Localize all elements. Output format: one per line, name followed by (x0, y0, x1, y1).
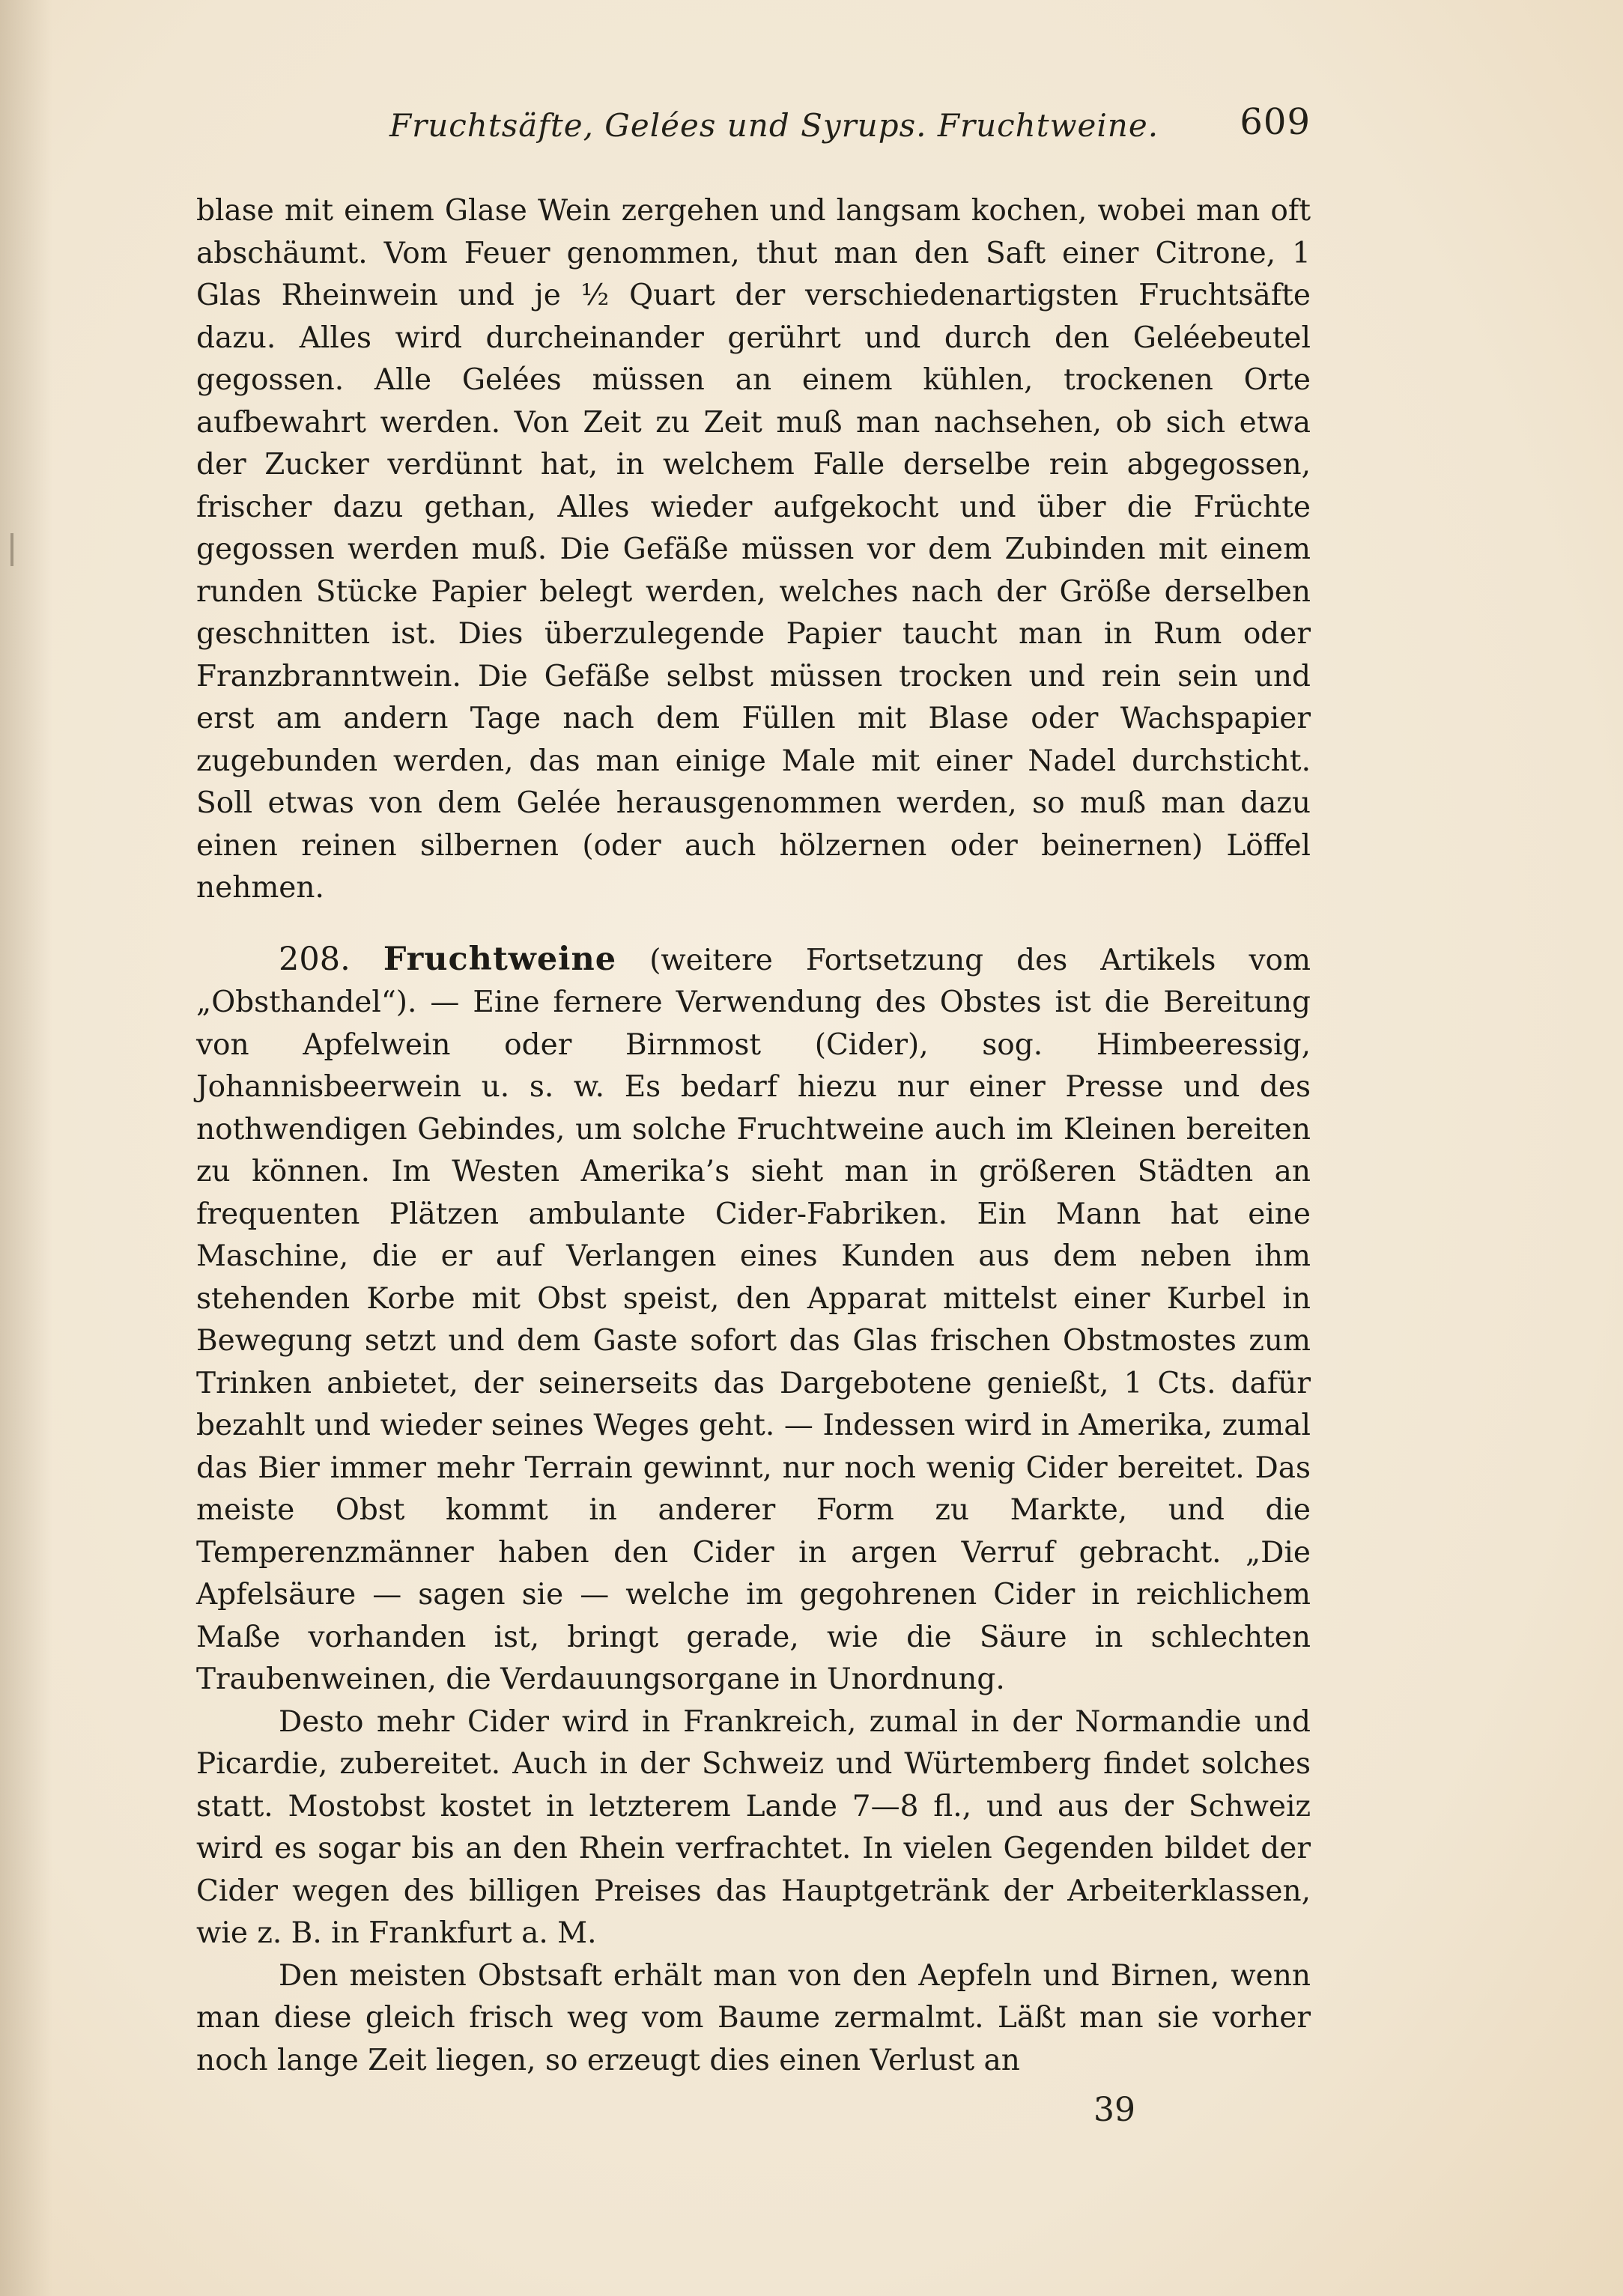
gutter-shadow (0, 0, 52, 2296)
paragraph: Desto mehr Cider wird in Frankreich, zumal in der Normandie und Picardie, zubereitet. Auch in der Schweiz und Würtemberg findet solches statt. Mostobst kostet in letzterem Lande 7—8 fl., und aus der Schweiz wird es sogar bis an den Rhein verfrachtet. In vielen Gegenden bildet der Cider wegen des billigen Preises das Hauptgetränk der Arbeiterklassen, wie z. B. in Frankfurt a. M. (196, 1704, 1311, 1950)
page-number: 609 (1240, 101, 1311, 143)
section-heading: Fruchtweine (383, 940, 617, 978)
running-head (389, 101, 1311, 161)
section-208-paragraph (196, 938, 1311, 1701)
paragraph: Den meisten Obstsaft erhält man von den Aepfeln und Birnen, wenn man diese gleich frisch weg vom Baume zermalmt. Läßt man sie vorher noch lange Zeit liegen, so erzeugt dies einen Verlust an (196, 1958, 1311, 2077)
running-title: Fruchtsäfte, Gelées und Syrups. Fruchtweine. (389, 107, 1159, 144)
signature-mark: 39 (1093, 2091, 1135, 2129)
section-number: 208. (279, 940, 351, 978)
margin-mark (10, 533, 13, 566)
paragraph-continued: blase mit einem Glase Wein zergehen und langsam kochen, wobei man oft abschäumt. Vom Feuer genommen, thut man den Saft einer Citrone, 1 Glas Rheinwein und je ½ Quart der verschiedenartigsten Fruchtsäfte dazu. Alles wird durcheinander gerührt und durch den Geléebeutel gegossen. Alle Gelées müssen an einem kühlen, trockenen Orte aufbewahrt werden. Von Zeit zu Zeit muß man nachsehen, ob sich etwa der Zucker verdünnt hat, in welchem Falle derselbe rein abgegossen, frischer dazu gethan, Alles wieder aufgekocht und über die Früchte gegossen werden muß. Die Gefäße müssen vor dem Zubinden mit einem runden Stücke Papier belegt werden, welches nach der Größe derselben geschnitten ist. Dies überzulegende Papier taucht man in Rum oder Franzbranntwein. Die Gefäße selbst müssen trocken und rein sein und erst am andern Tage nach dem Füllen mit Blase oder Wachspapier zugebunden werden, das man einige Male mit einer Nadel durchsticht. Soll etwas von dem Gelée herausgenommen werden, so muß man dazu einen reinen silbernen (oder auch hölzernen oder beinernen) Löffel nehmen. (196, 194, 1311, 905)
body-text (196, 190, 1311, 2082)
section-text: (weitere Fortsetzung des Artikels vom „Obsthandel“). — Eine fernere Verwendung des Obstes ist die Bereitung von Apfelwein oder Birnmost (Cider), sog. Himbeeressig, Johannisbeerwein u. s. w. Es bedarf hiezu nur einer Presse und des nothwendigen Gebindes, um solche Fruchtweine auch im Kleinen bereiten zu können. Im Westen Amerika’s sieht man in größeren Städten an frequenten Plätzen ambulante Cider-Fabriken. Ein Mann hat eine Maschine, die er auf Verlangen eines Kunden aus dem neben ihm stehenden Korbe mit Obst speist, den Apparat mittelst einer Kurbel in Bewegung setzt und dem Gaste sofort das Glas frischen Obstmostes zum Trinken anbietet, der seinerseits das Dargebotene genießt, 1 Cts. dafür bezahlt und wieder seines Weges geht. — Indessen wird in Amerika, zumal das Bier immer mehr Terrain gewinnt, nur noch wenig Cider bereitet. Das meiste Obst kommt in anderer Form zu Markte, und die Temperenzmänner haben den Cider in argen Verruf gebracht. „Die Apfelsäure — sagen sie — welche im gegohrenen Cider in reichlichem Maße vorhanden ist, bringt gerade, wie die Säure in schlechten Traubenweinen, die Verdauungsorgane in Unordnung. (196, 943, 1311, 1696)
